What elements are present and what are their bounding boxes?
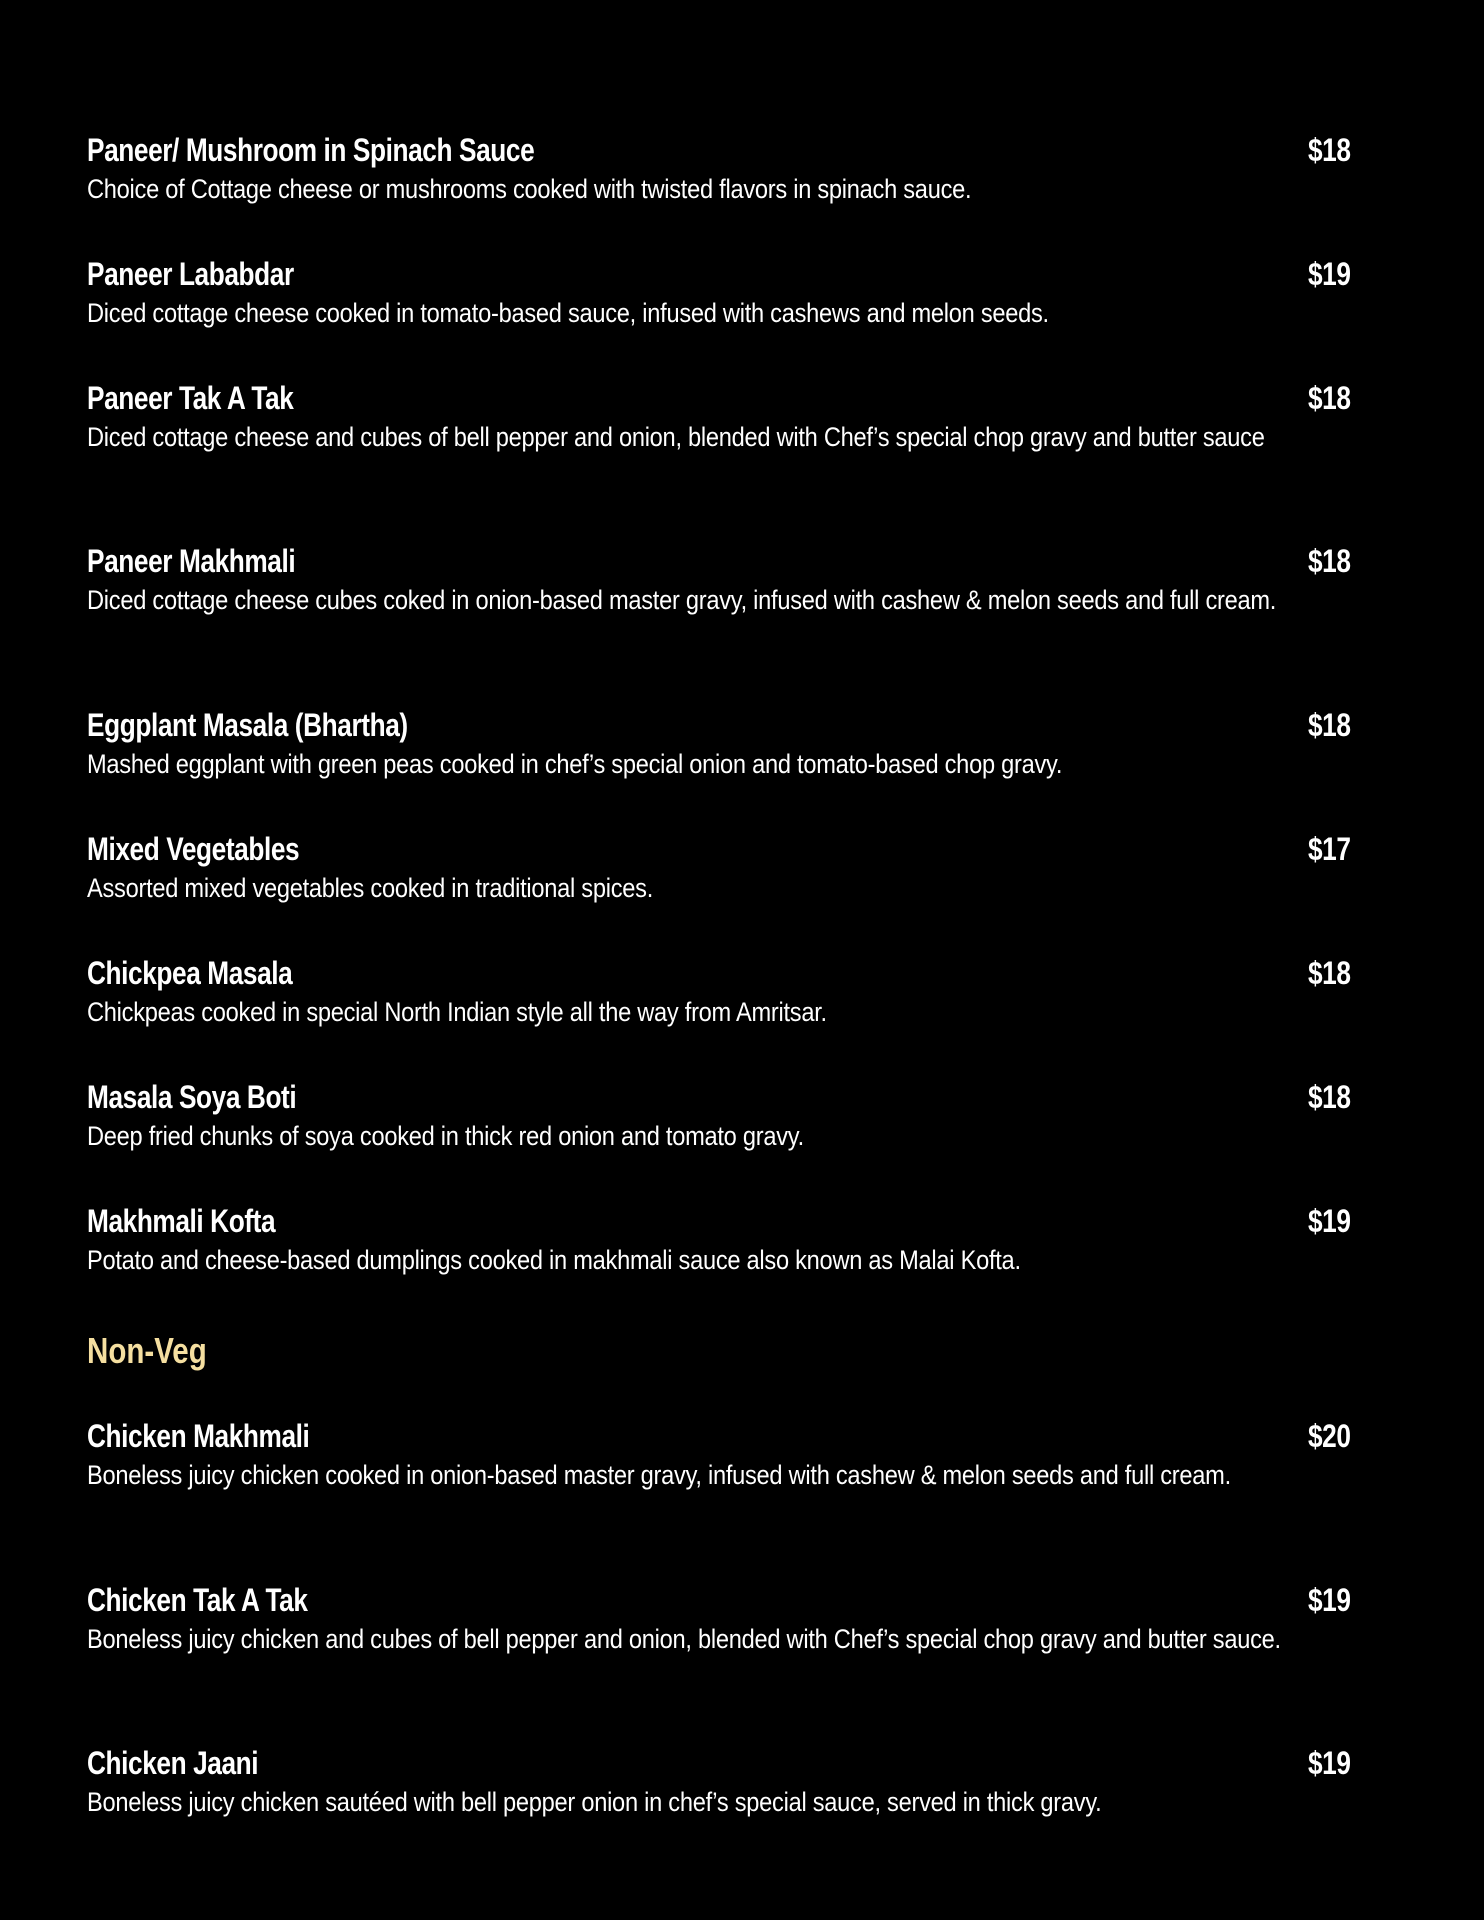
- item-description: Mashed eggplant with green peas cooked in chef’s special onion and tomato-based chop gravy.: [87, 749, 1063, 779]
- menu-item: [87, 128, 1427, 209]
- menu-item: [87, 703, 1427, 784]
- menu-item: [87, 1741, 1427, 1822]
- menu-item: [87, 252, 1427, 333]
- menu-item: [87, 1414, 1427, 1495]
- item-price: $18: [1308, 132, 1351, 168]
- item-description: Deep fried chunks of soya cooked in thick red onion and tomato gravy.: [87, 1121, 804, 1151]
- menu-item: [87, 376, 1427, 457]
- item-name: Chicken Makhmali: [87, 1418, 310, 1454]
- item-name: Paneer Tak A Tak: [87, 380, 294, 416]
- item-price: $18: [1308, 380, 1351, 416]
- item-description: Diced cottage cheese and cubes of bell pepper and onion, blended with Chef’s special chop gravy and butter sauce: [87, 422, 1265, 452]
- item-name: Makhmali Kofta: [87, 1203, 276, 1239]
- item-price: $19: [1308, 1745, 1351, 1781]
- item-description: Boneless juicy chicken cooked in onion-based master gravy, infused with cashew & melon seeds and full cream.: [87, 1460, 1231, 1490]
- item-description: Choice of Cottage cheese or mushrooms cooked with twisted flavors in spinach sauce.: [87, 174, 972, 204]
- item-name: Chicken Jaani: [87, 1745, 259, 1781]
- item-description: Assorted mixed vegetables cooked in traditional spices.: [87, 873, 654, 903]
- item-price: $18: [1308, 707, 1351, 743]
- item-price: $19: [1308, 1582, 1351, 1618]
- menu-item: [87, 827, 1427, 908]
- item-name: Chicken Tak A Tak: [87, 1582, 308, 1618]
- item-price: $19: [1308, 256, 1351, 292]
- menu-item: [87, 1075, 1427, 1156]
- menu-item: [87, 1199, 1427, 1280]
- menu-item: [87, 1578, 1427, 1659]
- item-price: $19: [1308, 1203, 1351, 1239]
- item-price: $18: [1308, 955, 1351, 991]
- item-name: Paneer/ Mushroom in Spinach Sauce: [87, 132, 535, 168]
- item-name: Eggplant Masala (Bhartha): [87, 707, 408, 743]
- menu-item: [87, 539, 1427, 620]
- item-price: $18: [1308, 543, 1351, 579]
- item-name: Masala Soya Boti: [87, 1079, 297, 1115]
- section-heading-non-veg: Non-Veg: [87, 1330, 207, 1371]
- item-name: Mixed Vegetables: [87, 831, 300, 867]
- menu-item: [87, 951, 1427, 1032]
- item-description: Diced cottage cheese cooked in tomato-based sauce, infused with cashews and melon seeds.: [87, 298, 1049, 328]
- item-price: $20: [1308, 1418, 1351, 1454]
- item-description: Boneless juicy chicken sautéed with bell pepper onion in chef’s special sauce, served in thick gravy.: [87, 1787, 1102, 1817]
- item-description: Chickpeas cooked in special North Indian style all the way from Amritsar.: [87, 997, 827, 1027]
- item-name: Paneer Lababdar: [87, 256, 294, 292]
- item-description: Boneless juicy chicken and cubes of bell pepper and onion, blended with Chef’s special chop gravy and butter sauce.: [87, 1624, 1281, 1654]
- item-description: Diced cottage cheese cubes coked in onion-based master gravy, infused with cashew & melon seeds and full cream.: [87, 585, 1277, 615]
- item-name: Paneer Makhmali: [87, 543, 296, 579]
- item-price: $18: [1308, 1079, 1351, 1115]
- item-description: Potato and cheese-based dumplings cooked in makhmali sauce also known as Malai Kofta.: [87, 1245, 1021, 1275]
- item-name: Chickpea Masala: [87, 955, 293, 991]
- item-price: $17: [1308, 831, 1351, 867]
